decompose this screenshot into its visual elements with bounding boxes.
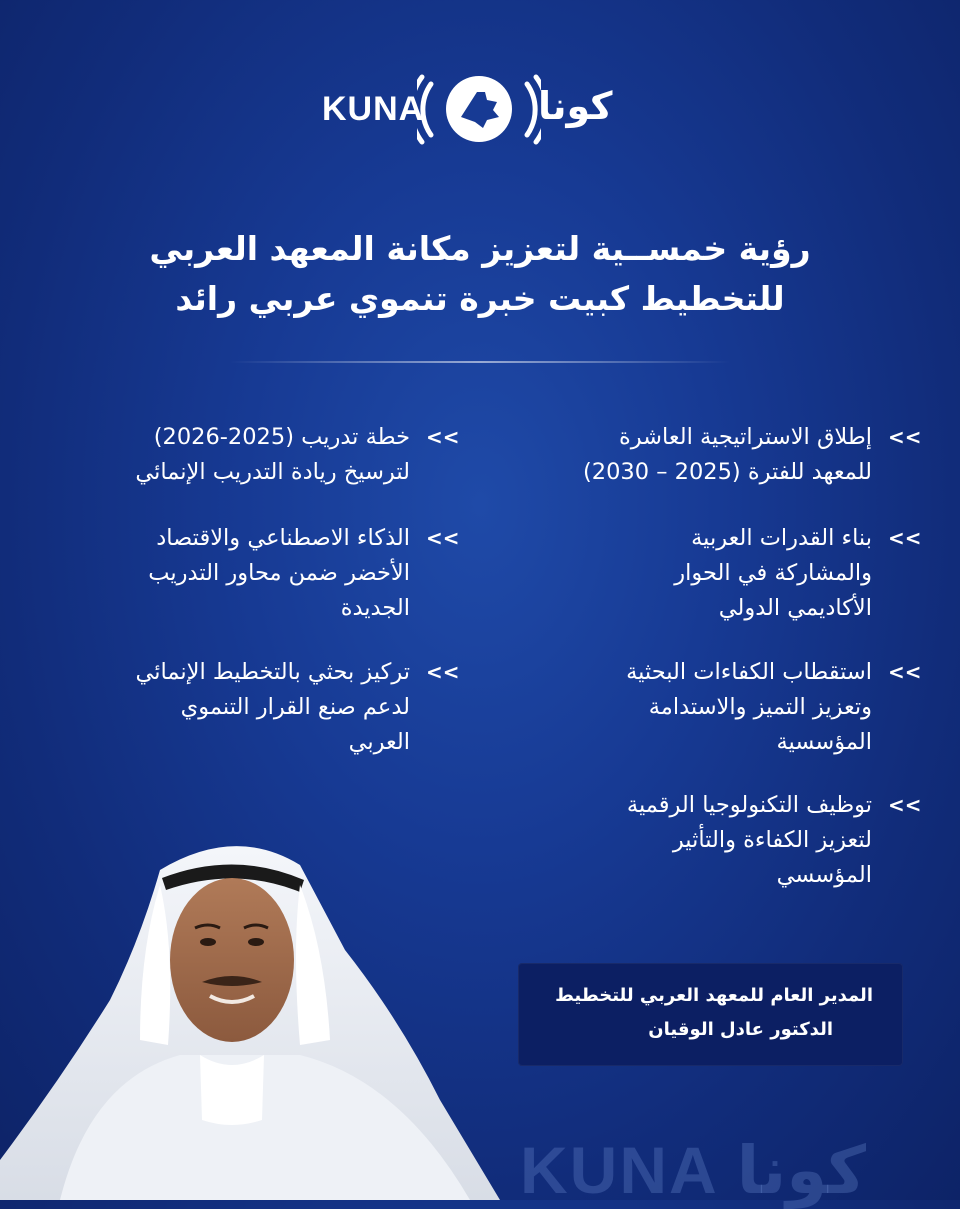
- double-chevron-icon: <<: [888, 660, 922, 684]
- bullet-strategy: [532, 420, 922, 490]
- bullet-line: لدعم صنع القرار التنموي: [180, 694, 410, 720]
- double-chevron-icon: <<: [888, 425, 922, 449]
- bullet-research-focus: [78, 655, 460, 760]
- bullet-line: المؤسسي: [776, 862, 872, 888]
- bullet-line: الأكاديمي الدولي: [718, 595, 872, 621]
- caption-box: [518, 963, 903, 1066]
- headline-line-2: للتخطيط كبيت خبرة تنموي عربي رائد: [175, 279, 785, 318]
- bullet-digital-tech: [532, 788, 922, 893]
- bullet-line: خطة تدريب (2025-2026): [153, 424, 410, 450]
- bullet-line: استقطاب الكفاءات البحثية: [626, 659, 872, 685]
- bullet-line: بناء القدرات العربية: [691, 525, 872, 551]
- bullet-line: إطلاق الاستراتيجية العاشرة: [618, 424, 872, 450]
- kuna-watermark: [520, 1132, 940, 1209]
- bullet-line: لترسيخ ريادة التدريب الإنمائي: [135, 459, 410, 485]
- kuna-logo: [0, 62, 960, 157]
- bullet-line: الذكاء الاصطناعي والاقتصاد: [156, 525, 410, 551]
- watermark-text-ar: كونا: [736, 1132, 866, 1209]
- bullet-line: وتعزيز التميز والاستدامة: [648, 694, 872, 720]
- bullet-training-plan: [78, 420, 460, 490]
- divider: [230, 361, 730, 363]
- logo-text-en: KUNA: [322, 90, 425, 128]
- bullet-capacity-building: [532, 521, 922, 626]
- bullet-line: والمشاركة في الحوار: [674, 560, 872, 586]
- caption-title: المدير العام للمعهد العربي للتخطيط: [555, 985, 873, 1006]
- bullet-line: للمعهد للفترة (2025 – 2030): [583, 459, 872, 485]
- bullet-line: العربي: [348, 729, 410, 755]
- double-chevron-icon: <<: [426, 660, 460, 684]
- kuna-emblem-icon: [417, 62, 541, 157]
- headline: [80, 224, 880, 324]
- portrait-photo: [0, 830, 500, 1200]
- bullet-line: المؤسسية: [776, 729, 872, 755]
- double-chevron-icon: <<: [426, 526, 460, 550]
- double-chevron-icon: <<: [426, 425, 460, 449]
- bullet-line: لتعزيز الكفاءة والتأثير: [672, 827, 872, 853]
- caption-name: الدكتور عادل الوقيان: [648, 1019, 833, 1040]
- double-chevron-icon: <<: [888, 793, 922, 817]
- bullet-research-talent: [532, 655, 922, 760]
- bullet-line: الأخضر ضمن محاور التدريب: [148, 560, 410, 586]
- bullet-line: تركيز بحثي بالتخطيط الإنمائي: [135, 659, 410, 685]
- double-chevron-icon: <<: [888, 526, 922, 550]
- logo-text-ar: كونا: [538, 84, 613, 128]
- bullet-ai-green-economy: [78, 521, 460, 626]
- headline-line-1: رؤية خمســية لتعزيز مكانة المعهد العربي: [149, 229, 811, 268]
- watermark-text-en: KUNA: [520, 1133, 719, 1207]
- bullet-line: الجديدة: [340, 595, 410, 621]
- bullet-line: توظيف التكنولوجيا الرقمية: [626, 792, 872, 818]
